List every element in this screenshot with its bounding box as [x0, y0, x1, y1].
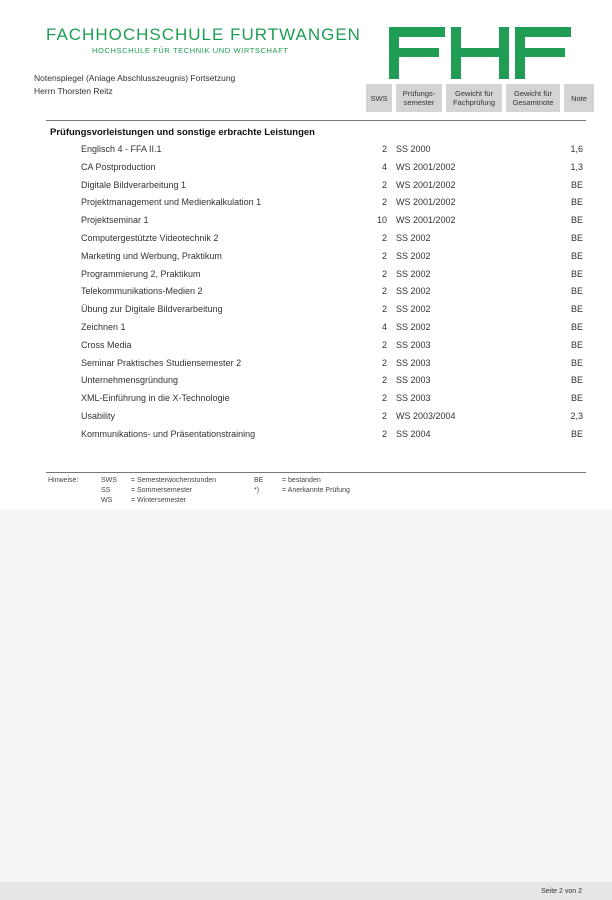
table-row: [0, 160, 612, 178]
exam-semester: SS 2002: [396, 321, 431, 332]
footer: [0, 882, 612, 900]
grade-value: BE: [570, 393, 583, 404]
table-row: [0, 427, 612, 445]
legend-abbr: BE: [254, 477, 264, 484]
grade-value: BE: [570, 215, 583, 226]
fhf-logo: [389, 27, 571, 79]
exam-semester: SS 2003: [396, 375, 431, 386]
sws-value: 2: [381, 304, 387, 315]
legend-definition: = Sommersemester: [131, 487, 193, 494]
table-row: [0, 231, 612, 249]
divider: [46, 472, 586, 473]
exam-semester: SS 2002: [396, 232, 431, 243]
exam-semester: SS 2002: [396, 268, 431, 279]
table-row: [0, 195, 612, 213]
course-name: Übung zur Digitale Bildverarbeitung: [81, 304, 223, 315]
course-name: Digitale Bildverarbeitung 1: [81, 179, 187, 190]
course-name: Zeichnen 1: [81, 321, 126, 332]
course-name: Unternehmensgründung: [81, 375, 179, 386]
page-lower-area: [0, 510, 612, 900]
legend-definition: = Semesterwochenstunden: [131, 477, 217, 484]
sws-value: 2: [381, 357, 387, 368]
table-row: [0, 178, 612, 196]
grade-value: BE: [570, 321, 583, 332]
sws-value: 2: [381, 232, 387, 243]
table-row: [0, 267, 612, 285]
exam-semester: SS 2000: [396, 144, 431, 154]
table-row: [0, 391, 612, 409]
grade-value: 1,6: [570, 144, 583, 154]
page-number: Seite 2 von 2: [541, 888, 582, 895]
column-header-weight-exam: Gewicht für Fachprüfung: [446, 84, 502, 112]
table-row: [0, 356, 612, 374]
course-name: Projektmanagement und Medienkalkulation 1: [81, 197, 262, 208]
table-row: [0, 142, 612, 160]
sws-value: 2: [381, 375, 387, 386]
table-row: [0, 338, 612, 356]
grades-table: [0, 142, 612, 445]
course-name: CA Postproduction: [81, 161, 156, 172]
course-name: Cross Media: [81, 339, 132, 350]
exam-semester: SS 2002: [396, 250, 431, 261]
course-name: Englisch 4 - FFA II.1: [81, 144, 162, 154]
grade-value: BE: [570, 357, 583, 368]
table-row: [0, 320, 612, 338]
exam-semester: SS 2003: [396, 357, 431, 368]
exam-semester: SS 2003: [396, 339, 431, 350]
sws-value: 2: [381, 286, 387, 297]
document-title: Notenspiegel (Anlage Abschlusszeugnis) Fortsetzung: [34, 73, 236, 83]
course-name: Kommunikations- und Präsentationstraining: [81, 428, 256, 439]
grade-value: BE: [570, 197, 583, 208]
course-name: Seminar Praktisches Studiensemester 2: [81, 357, 242, 368]
legend-definition: = Anerkannte Prüfung: [282, 487, 350, 494]
legend-abbr: WS: [101, 497, 113, 504]
sws-value: 2: [381, 250, 387, 261]
grade-value: BE: [570, 339, 583, 350]
sws-value: 2: [381, 197, 387, 208]
exam-semester: SS 2003: [396, 393, 431, 404]
legend-abbr: SWS: [101, 477, 117, 484]
grade-value: BE: [570, 428, 583, 439]
grade-value: BE: [570, 286, 583, 297]
column-header-exam-semester: Prüfungs- semester: [396, 84, 442, 112]
sws-value: 2: [381, 410, 387, 421]
table-row: [0, 213, 612, 231]
sws-value: 2: [381, 428, 387, 439]
section-heading: Prüfungsvorleistungen und sonstige erbrachte Leistungen: [50, 127, 315, 138]
exam-semester: WS 2001/2002: [396, 161, 456, 172]
sws-value: 4: [381, 321, 387, 332]
institution-subtitle: HOCHSCHULE FÜR TECHNIK UND WIRTSCHAFT: [92, 46, 289, 55]
exam-semester: WS 2001/2002: [396, 197, 456, 208]
legend-abbr: *): [254, 487, 260, 494]
grade-value: BE: [570, 268, 583, 279]
exam-semester: WS 2001/2002: [396, 215, 456, 226]
table-row: [0, 409, 612, 427]
course-name: Marketing und Werbung, Praktikum: [81, 250, 222, 261]
legend-definition: = Wintersemester: [131, 497, 187, 504]
column-header-sws: SWS: [366, 84, 392, 112]
sws-value: 2: [381, 339, 387, 350]
student-name: Herrn Thorsten Reitz: [34, 86, 113, 96]
exam-semester: SS 2004: [396, 428, 431, 439]
column-header-weight-total: Gewicht für Gesamtnote: [506, 84, 560, 112]
exam-semester: SS 2002: [396, 286, 431, 297]
sws-value: 4: [381, 161, 387, 172]
course-name: Projektseminar 1: [81, 215, 149, 226]
sws-value: 2: [381, 268, 387, 279]
table-row: [0, 284, 612, 302]
grade-value: BE: [570, 232, 583, 243]
institution-name: FACHHOCHSCHULE FURTWANGEN: [46, 25, 361, 44]
exam-semester: SS 2002: [396, 304, 431, 315]
course-name: XML-Einführung in die X-Technologie: [81, 393, 230, 404]
grade-value: BE: [570, 304, 583, 315]
column-header-grade: Note: [564, 84, 594, 112]
grade-value: BE: [570, 179, 583, 190]
grade-value: 1,3: [570, 161, 583, 172]
column-headers: [0, 84, 612, 112]
notes-label: Hinweise:: [48, 477, 79, 484]
legend-abbr: SS: [101, 487, 111, 494]
exam-semester: WS 2001/2002: [396, 179, 456, 190]
sws-value: 2: [381, 393, 387, 404]
table-row: [0, 302, 612, 320]
legend-definition: = bestanden: [282, 477, 321, 484]
table-row: [0, 373, 612, 391]
course-name: Computergestützte Videotechnik 2: [81, 232, 219, 243]
sws-value: 2: [381, 144, 387, 154]
course-name: Usability: [81, 410, 116, 421]
sws-value: 2: [381, 179, 387, 190]
exam-semester: WS 2003/2004: [396, 410, 456, 421]
table-row: [0, 249, 612, 267]
grade-value: BE: [570, 375, 583, 386]
grade-value: BE: [570, 250, 583, 261]
sws-value: 10: [376, 215, 387, 226]
grade-value: 2,3: [570, 410, 583, 421]
divider: [46, 120, 586, 121]
course-name: Telekommunikations-Medien 2: [81, 286, 203, 297]
course-name: Programmierung 2, Praktikum: [81, 268, 201, 279]
